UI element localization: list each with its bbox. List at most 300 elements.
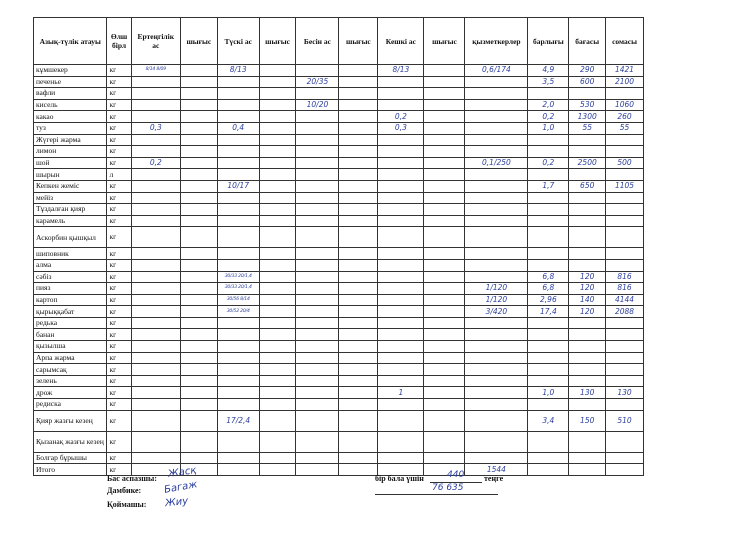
value-cell: 10/20	[296, 99, 339, 111]
value-cell	[465, 341, 528, 353]
value-cell	[465, 248, 528, 260]
value-cell	[180, 65, 217, 77]
value-cell: 600	[569, 76, 606, 88]
table-row	[34, 122, 644, 134]
value-cell	[339, 283, 378, 295]
value-cell: 55	[606, 122, 644, 134]
value-cell	[378, 306, 424, 318]
value-cell: 17/2,4	[217, 410, 259, 431]
value-cell	[424, 317, 465, 329]
unit-cell: кг	[107, 317, 131, 329]
value-cell	[528, 317, 569, 329]
value-cell	[528, 134, 569, 146]
value-cell	[296, 248, 339, 260]
value-cell	[180, 283, 217, 295]
product-name: қызылша	[34, 341, 107, 353]
value-cell	[259, 134, 296, 146]
value-cell	[528, 364, 569, 376]
product-name: Болгар бұрышы	[34, 452, 107, 464]
value-cell	[131, 88, 180, 100]
value-cell	[528, 248, 569, 260]
value-cell	[424, 122, 465, 134]
product-name: шырын	[34, 169, 107, 181]
value-cell	[131, 294, 180, 306]
value-cell	[339, 341, 378, 353]
value-cell	[339, 317, 378, 329]
value-cell	[424, 88, 465, 100]
value-cell	[465, 271, 528, 283]
menu-requirement-table	[33, 17, 644, 476]
value-cell	[217, 111, 259, 123]
value-cell	[465, 227, 528, 248]
product-name: пияз	[34, 283, 107, 295]
value-cell: 816	[606, 283, 644, 295]
table-row	[34, 76, 644, 88]
value-cell: 0,2	[528, 111, 569, 123]
value-cell: 30/33 20/1,4	[217, 283, 259, 295]
value-cell	[131, 146, 180, 158]
value-cell: 2,0	[528, 99, 569, 111]
table-row	[34, 317, 644, 329]
value-cell	[339, 364, 378, 376]
value-cell	[339, 111, 378, 123]
value-cell	[131, 329, 180, 341]
product-name: шой	[34, 157, 107, 169]
product-name: печенье	[34, 76, 107, 88]
value-cell	[339, 169, 378, 181]
value-cell: 1300	[569, 111, 606, 123]
unit-cell: кг	[107, 352, 131, 364]
value-cell	[424, 215, 465, 227]
value-cell	[217, 375, 259, 387]
value-cell	[378, 76, 424, 88]
value-cell	[296, 410, 339, 431]
value-cell	[339, 99, 378, 111]
value-cell	[180, 271, 217, 283]
table-row	[34, 452, 644, 464]
value-cell	[569, 364, 606, 376]
value-cell	[259, 76, 296, 88]
cook-label: Бас аспазшы:	[107, 474, 157, 483]
value-cell	[424, 375, 465, 387]
value-cell	[296, 134, 339, 146]
table-row	[34, 431, 644, 452]
value-cell	[259, 271, 296, 283]
value-cell	[259, 259, 296, 271]
table-row	[34, 88, 644, 100]
value-cell	[296, 317, 339, 329]
value-cell	[378, 375, 424, 387]
value-cell	[131, 375, 180, 387]
value-cell	[528, 215, 569, 227]
value-cell	[465, 431, 528, 452]
value-cell	[339, 399, 378, 411]
product-name: вафли	[34, 88, 107, 100]
value-cell	[606, 464, 644, 476]
unit-cell: кг	[107, 65, 131, 77]
value-cell	[569, 399, 606, 411]
value-cell	[465, 99, 528, 111]
unit-cell: кг	[107, 192, 131, 204]
value-cell	[528, 169, 569, 181]
value-cell	[259, 88, 296, 100]
table-row	[34, 146, 644, 158]
value-cell	[606, 364, 644, 376]
value-cell: 816	[606, 271, 644, 283]
col-header: Бесін ас	[296, 18, 339, 65]
value-cell	[296, 352, 339, 364]
value-cell: 500	[606, 157, 644, 169]
unit-cell: кг	[107, 180, 131, 192]
value-cell	[339, 248, 378, 260]
value-cell	[180, 99, 217, 111]
value-cell	[296, 227, 339, 248]
value-cell	[339, 227, 378, 248]
value-cell	[606, 341, 644, 353]
value-cell	[528, 352, 569, 364]
table-row	[34, 248, 644, 260]
value-cell	[465, 88, 528, 100]
value-cell: 8/14 8/09	[131, 65, 180, 77]
value-cell	[465, 76, 528, 88]
value-cell	[424, 364, 465, 376]
value-cell	[465, 204, 528, 216]
value-cell	[296, 329, 339, 341]
table-row	[34, 169, 644, 181]
value-cell	[465, 399, 528, 411]
value-cell	[259, 329, 296, 341]
per-child-label: бір бала үшін	[375, 474, 424, 483]
product-name: редиска	[34, 399, 107, 411]
col-header: шығыс	[424, 18, 465, 65]
value-cell	[378, 215, 424, 227]
value-cell	[259, 169, 296, 181]
value-cell: 1,0	[528, 387, 569, 399]
value-cell	[259, 364, 296, 376]
value-cell	[569, 215, 606, 227]
value-cell	[131, 215, 180, 227]
unit-cell: кг	[107, 452, 131, 464]
value-cell	[424, 259, 465, 271]
table-row	[34, 134, 644, 146]
value-cell	[424, 248, 465, 260]
unit-cell: кг	[107, 76, 131, 88]
value-cell	[180, 180, 217, 192]
value-cell	[296, 431, 339, 452]
value-cell	[259, 122, 296, 134]
value-cell	[378, 134, 424, 146]
value-cell	[131, 99, 180, 111]
value-cell	[131, 410, 180, 431]
unit-cell: кг	[107, 431, 131, 452]
value-cell	[339, 122, 378, 134]
unit-cell: кг	[107, 306, 131, 318]
value-cell	[378, 364, 424, 376]
product-name: сәбіз	[34, 271, 107, 283]
value-cell	[339, 76, 378, 88]
product-name: Итого	[34, 464, 107, 476]
value-cell	[339, 204, 378, 216]
value-cell	[569, 452, 606, 464]
value-cell	[569, 375, 606, 387]
value-cell	[465, 329, 528, 341]
value-cell	[217, 76, 259, 88]
table-row	[34, 341, 644, 353]
value-cell	[217, 352, 259, 364]
value-cell	[259, 306, 296, 318]
value-cell	[131, 180, 180, 192]
value-cell	[180, 329, 217, 341]
value-cell	[180, 215, 217, 227]
value-cell	[424, 157, 465, 169]
value-cell	[424, 146, 465, 158]
value-cell	[528, 399, 569, 411]
value-cell	[259, 283, 296, 295]
value-cell	[569, 352, 606, 364]
value-cell	[424, 294, 465, 306]
value-cell	[180, 146, 217, 158]
value-cell	[259, 146, 296, 158]
value-cell: 30/33 20/1,4	[217, 271, 259, 283]
value-cell	[378, 204, 424, 216]
value-cell	[217, 146, 259, 158]
value-cell	[296, 364, 339, 376]
table-row	[34, 215, 644, 227]
table-row	[34, 387, 644, 399]
value-cell	[217, 259, 259, 271]
product-name: какао	[34, 111, 107, 123]
value-cell	[378, 352, 424, 364]
value-cell	[378, 88, 424, 100]
value-cell	[296, 387, 339, 399]
value-cell	[378, 452, 424, 464]
unit-cell: кг	[107, 341, 131, 353]
value-cell	[180, 452, 217, 464]
value-cell	[528, 227, 569, 248]
value-cell	[424, 169, 465, 181]
value-cell	[378, 283, 424, 295]
value-cell	[378, 410, 424, 431]
value-cell: 260	[606, 111, 644, 123]
value-cell	[131, 452, 180, 464]
value-cell	[465, 375, 528, 387]
value-cell	[296, 146, 339, 158]
value-cell	[296, 111, 339, 123]
cook-signature: Жасқ	[167, 465, 198, 480]
table-row	[34, 111, 644, 123]
value-cell	[296, 399, 339, 411]
value-cell	[465, 134, 528, 146]
table-row	[34, 180, 644, 192]
value-cell	[259, 99, 296, 111]
value-cell	[528, 452, 569, 464]
value-cell: 1/120	[465, 283, 528, 295]
value-cell	[339, 192, 378, 204]
value-cell: 1105	[606, 180, 644, 192]
value-cell	[259, 431, 296, 452]
value-cell	[339, 387, 378, 399]
col-header: шығыс	[180, 18, 217, 65]
value-cell	[180, 192, 217, 204]
value-cell	[180, 122, 217, 134]
value-cell	[131, 169, 180, 181]
value-cell	[217, 364, 259, 376]
product-name: дрож	[34, 387, 107, 399]
value-cell	[528, 375, 569, 387]
value-cell	[569, 329, 606, 341]
value-cell	[131, 364, 180, 376]
value-cell	[180, 111, 217, 123]
value-cell	[180, 352, 217, 364]
value-cell: 0,3	[378, 122, 424, 134]
value-cell: 0,4	[217, 122, 259, 134]
value-cell	[180, 294, 217, 306]
product-name: редька	[34, 317, 107, 329]
value-cell	[217, 399, 259, 411]
per-child-value: 440	[447, 470, 465, 480]
value-cell	[339, 215, 378, 227]
value-cell	[339, 294, 378, 306]
value-cell	[378, 271, 424, 283]
value-cell	[569, 464, 606, 476]
table-row	[34, 294, 644, 306]
value-cell	[296, 122, 339, 134]
value-cell: 0,2	[378, 111, 424, 123]
product-name: Қияр жазғы кезең	[34, 410, 107, 431]
value-cell	[424, 306, 465, 318]
value-cell	[131, 76, 180, 88]
value-cell	[339, 375, 378, 387]
value-cell	[528, 88, 569, 100]
value-cell	[569, 341, 606, 353]
unit-cell: кг	[107, 204, 131, 216]
value-cell: 1/120	[465, 294, 528, 306]
value-cell	[528, 192, 569, 204]
value-cell	[424, 271, 465, 283]
value-cell	[259, 352, 296, 364]
value-cell	[339, 452, 378, 464]
value-cell	[424, 76, 465, 88]
value-cell	[569, 192, 606, 204]
value-cell	[259, 410, 296, 431]
value-cell: 30/52 20/4	[217, 306, 259, 318]
value-cell	[180, 204, 217, 216]
value-cell	[424, 111, 465, 123]
value-cell	[259, 375, 296, 387]
unit-cell: кг	[107, 122, 131, 134]
col-header: Кешкі ас	[378, 18, 424, 65]
value-cell: 1544	[465, 464, 528, 476]
product-name: мейіз	[34, 192, 107, 204]
value-cell	[131, 111, 180, 123]
table-row	[34, 352, 644, 364]
value-cell	[465, 215, 528, 227]
value-cell	[217, 431, 259, 452]
value-cell	[424, 387, 465, 399]
value-cell	[217, 464, 259, 476]
value-cell	[217, 88, 259, 100]
col-header: Өлш бірл	[107, 18, 131, 65]
value-cell: 0,2	[528, 157, 569, 169]
value-cell	[296, 271, 339, 283]
unit-cell: кг	[107, 134, 131, 146]
value-cell	[296, 192, 339, 204]
value-cell	[606, 375, 644, 387]
product-name: шиповник	[34, 248, 107, 260]
value-cell: 120	[569, 283, 606, 295]
value-cell	[339, 259, 378, 271]
table-row	[34, 157, 644, 169]
value-cell	[378, 146, 424, 158]
value-cell: 6,8	[528, 271, 569, 283]
value-cell	[465, 410, 528, 431]
value-cell	[131, 192, 180, 204]
value-cell	[259, 399, 296, 411]
value-cell	[296, 259, 339, 271]
value-cell	[569, 431, 606, 452]
value-cell	[424, 410, 465, 431]
product-name: лимон	[34, 146, 107, 158]
unit-cell: кг	[107, 329, 131, 341]
value-cell	[339, 329, 378, 341]
value-cell	[465, 317, 528, 329]
value-cell: 4144	[606, 294, 644, 306]
value-cell	[465, 259, 528, 271]
value-cell	[378, 431, 424, 452]
value-cell	[259, 227, 296, 248]
value-cell	[180, 227, 217, 248]
deputy-label: Дамбике:	[107, 486, 142, 495]
value-cell	[296, 452, 339, 464]
unit-cell: кг	[107, 111, 131, 123]
value-cell: 20/35	[296, 76, 339, 88]
value-cell	[606, 431, 644, 452]
value-cell	[378, 227, 424, 248]
table-row	[34, 283, 644, 295]
unit-cell: кг	[107, 364, 131, 376]
value-cell	[424, 204, 465, 216]
value-cell	[259, 157, 296, 169]
value-cell	[217, 387, 259, 399]
value-cell	[606, 204, 644, 216]
unit-cell: кг	[107, 248, 131, 260]
unit-cell: кг	[107, 271, 131, 283]
unit-cell: кг	[107, 464, 131, 476]
value-cell	[217, 317, 259, 329]
value-cell	[378, 329, 424, 341]
value-cell: 130	[606, 387, 644, 399]
value-cell	[259, 387, 296, 399]
deputy-signature: Багаж	[163, 479, 199, 496]
product-name: алма	[34, 259, 107, 271]
value-cell: 55	[569, 122, 606, 134]
value-cell	[217, 215, 259, 227]
value-cell: 150	[569, 410, 606, 431]
value-cell	[296, 341, 339, 353]
value-cell	[606, 192, 644, 204]
product-name: Тұздалған қияр	[34, 204, 107, 216]
col-header: сомасы	[606, 18, 644, 65]
value-cell	[465, 352, 528, 364]
value-cell	[465, 192, 528, 204]
product-name: карамель	[34, 215, 107, 227]
value-cell	[217, 192, 259, 204]
value-cell	[217, 452, 259, 464]
value-cell	[180, 259, 217, 271]
header-row	[34, 18, 644, 65]
value-cell	[296, 157, 339, 169]
table-row	[34, 306, 644, 318]
